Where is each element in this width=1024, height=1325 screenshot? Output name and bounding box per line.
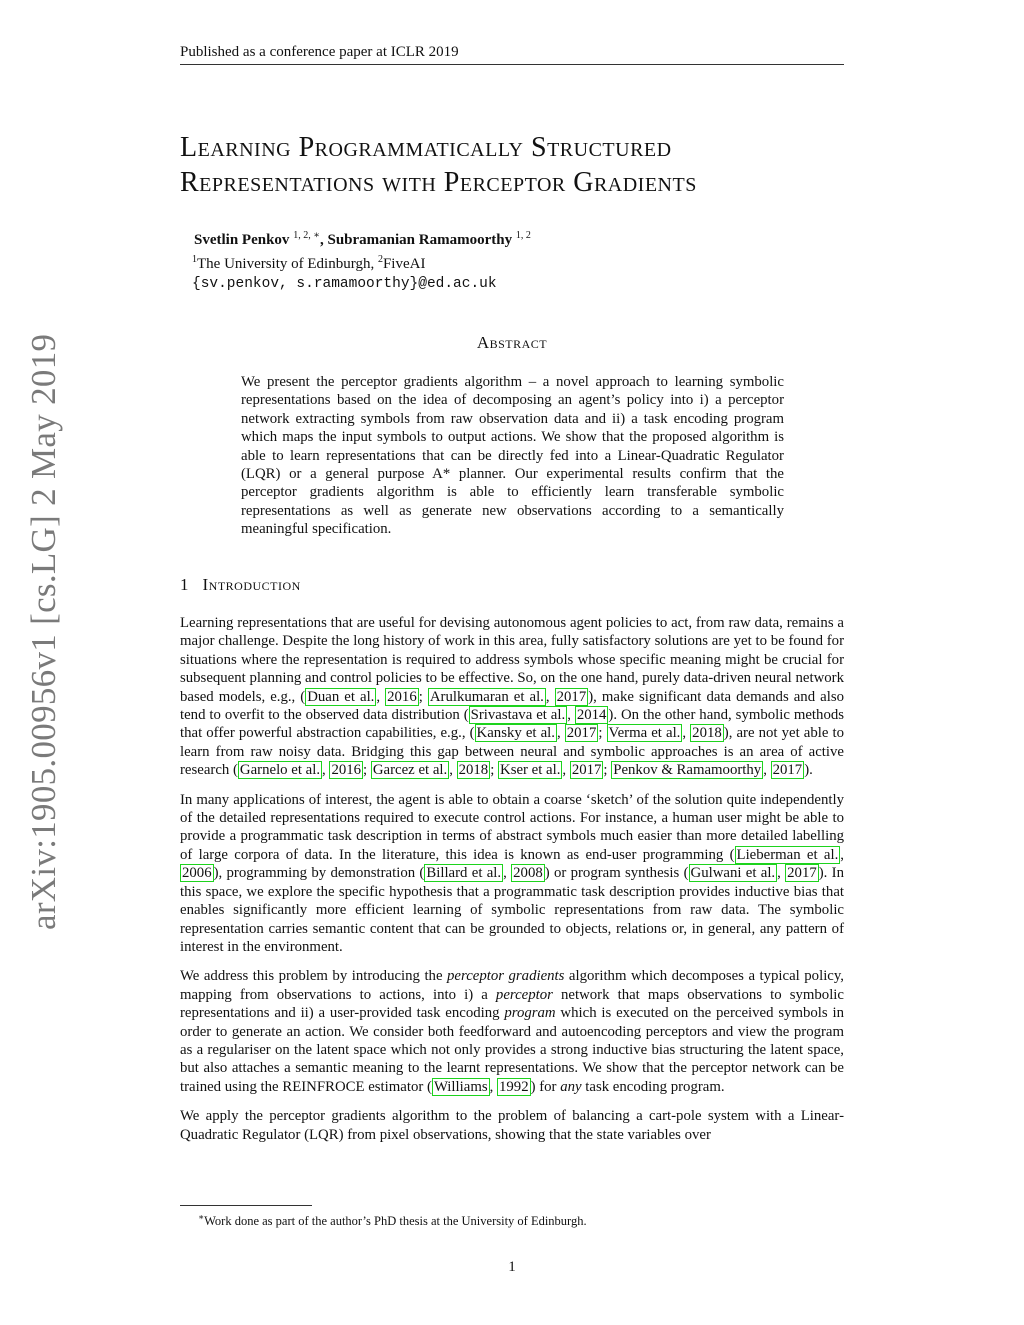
citation-link[interactable]: Gulwani et al. (690, 865, 776, 882)
citation-link[interactable]: Verma et al. (608, 725, 681, 742)
abstract-text: We present the perceptor gradients algorithm – a novel approach to learning symbolic representations based on the idea of decomposing an agent’s policy into i) a perceptor network extracting symbols from raw observation data and ii) a task encoding program which maps the input symbols to output actions. We show that the proposed algorithm is able to learn representations that can be directly fed into a Linear-Quadratic Regulator (LQR) or a general purpose A* planner. Our experimental results confirm that the perceptor gradients algorithm is able to efficiently learn transferable symbolic representations as well as generate new observations according to a semantically meaningful specification. (241, 374, 784, 538)
footnote-text: Work done as part of the author’s PhD thesis at the University of Edinburgh. (204, 1214, 587, 1229)
citation-separator: ; (603, 762, 612, 779)
citation-year-link[interactable]: 2018 (692, 725, 722, 742)
citation-link[interactable]: Billard et al. (426, 865, 502, 882)
citation-separator: , (449, 762, 457, 779)
affiliation-2-mark: 2 (377, 254, 383, 265)
paragraph-text: ). (804, 762, 813, 779)
title-line-1: Learning Programmatically Structured (180, 132, 672, 163)
citation-year-link[interactable]: 2017 (787, 865, 817, 882)
emphasis-text: perceptor gradients (447, 968, 565, 985)
author-separator: , (319, 232, 328, 248)
citation-year-link[interactable]: 2014 (576, 707, 607, 724)
paragraph-text: We address this problem by introducing the (180, 968, 448, 985)
emphasis-text: perceptor (495, 986, 553, 1003)
citation-link[interactable]: Kansky et al. (476, 725, 555, 742)
section-title: Introduction (202, 575, 301, 594)
citation-separator: ; (490, 762, 499, 779)
arxiv-stamp: arXiv:1905.00956v1 [cs.LG] 2 May 2019 (24, 333, 63, 930)
paragraph-4 (180, 1107, 844, 1144)
paragraph-3 (180, 967, 844, 1096)
paragraph-text: ), programming by demonstration ( (213, 865, 425, 882)
paragraph-text: which is executed on the perceived symbols in order to generate an action. We consider both feedforward and autoencoding perceptors and view the program as a regulariser on the latent space which not only provides a strong inductive bias structuring the latent space, but also attaches a semantic meaning to the learnt representations. We show that the perceptor network can be trained using the REINFROCE estimator ( (180, 1005, 844, 1095)
paragraph-text: ). In this space, we explore the specific hypothesis that a programmatic task description provides inductive bias that enables significantly more efficient learning of symbolic representations from raw data. The symbolic representation carries semantic content that can be grounded to objects, relations or, in general, any pattern of interest in the environment. (180, 865, 845, 955)
paragraph-text: In many applications of interest, the agent is able to obtain a coarse ‘sketch’ of the solution quite independently of the detailed representations required to execute control actions. For instance, a human user might be able to provide a programmatic task description in terms of abstract symbols much easier than more detailed labelling of large corpora of data. In the literature, this idea is known as end-user programming ( (180, 791, 844, 863)
citation-separator: , (562, 762, 570, 779)
page-header (180, 44, 844, 65)
paragraph-text: network that maps observations to symbolic representations and ii) a user-provided task encoding (180, 986, 844, 1022)
paragraph-text: ) for (530, 1078, 561, 1095)
citation-link[interactable]: Srivastava et al. (470, 707, 566, 724)
citation-year-link[interactable]: 2017 (571, 762, 602, 779)
affiliation-1-mark: 1 (192, 254, 197, 265)
citation-separator: ; (418, 688, 428, 705)
paragraph-text: ), make significant data demands and also tend to overfit to the observed data distribution ( (180, 688, 844, 724)
citation-year-link[interactable]: 2017 (772, 762, 803, 779)
author-2-affil: 1, 2 (515, 230, 531, 241)
citation-year-link[interactable]: 1992 (499, 1078, 529, 1095)
citation-separator: , (777, 865, 786, 882)
abstract-heading: Abstract (476, 333, 548, 352)
affiliations (192, 250, 812, 274)
author-names (194, 226, 812, 250)
section-number: 1 (180, 575, 189, 594)
citation-separator: , (322, 762, 330, 779)
citation-year-link[interactable]: 2016 (387, 688, 417, 705)
author-block (192, 226, 812, 294)
paragraph-text: algorithm which decomposes a typical policy, mapping from observations to actions, into i) a (180, 968, 845, 1003)
title-line-2: Representations with Perceptor Gradients (180, 167, 697, 198)
citation-year-link[interactable]: 2017 (556, 688, 587, 705)
citation-link[interactable]: Garcez et al. (372, 762, 448, 779)
footnote-mark: ∗ (198, 1212, 205, 1222)
citation-link[interactable]: Penkov & Ramamoorthy (613, 762, 762, 779)
intro-body (180, 614, 844, 1155)
citation-separator: , (503, 865, 512, 882)
emphasis-text: program (504, 1005, 556, 1022)
citation-separator: ; (598, 725, 607, 742)
citation-separator: , (556, 725, 565, 742)
paragraph-1 (180, 614, 844, 780)
author-2: Subramanian Ramamoorthy (327, 232, 513, 248)
conference-header-text: Published as a conference paper at ICLR 2019 (180, 44, 459, 60)
paragraph-text: ), are not yet able to learn from raw noisy data. Bridging this gap between neural and symbolic approaches is an area of active research ( (180, 725, 844, 779)
author-email: {sv.penkov, s.ramamoorthy}@ed.ac.uk (192, 276, 497, 292)
citation-separator: ; (363, 762, 371, 779)
citation-year-link[interactable]: 2006 (182, 865, 212, 882)
citation-separator: , (545, 688, 555, 705)
citation-separator: , (489, 1078, 497, 1095)
page-number: 1 (508, 1259, 516, 1275)
footnote-divider (180, 1205, 312, 1206)
citation-separator: , (567, 707, 575, 724)
citation-link[interactable]: Kser et al. (500, 762, 561, 779)
citation-link[interactable]: Lieberman et al. (736, 846, 839, 863)
paragraph-text: ). On the other hand, symbolic methods that offer powerful abstraction capabilities, e.g., ( (180, 707, 845, 742)
citation-separator: , (763, 762, 771, 779)
citation-link[interactable]: Williams (433, 1078, 488, 1095)
citation-year-link[interactable]: 2016 (331, 762, 362, 779)
paper-title (180, 130, 860, 200)
paragraph-text: ) or program synthesis ( (544, 865, 689, 882)
citation-link[interactable]: Arulkumaran et al. (429, 688, 544, 705)
citation-link[interactable]: Duan et al. (307, 688, 375, 705)
section-heading (180, 575, 301, 595)
author-1: Svetlin Penkov (194, 232, 290, 248)
paragraph-text: task encoding program. (581, 1078, 725, 1095)
emphasis-text: any (560, 1078, 582, 1095)
paragraph-text: We apply the perceptor gradients algorithm to the problem of balancing a cart-pole system with a Linear-Quadratic Regulator (LQR) from pixel observations, showing that the state variables over (180, 1108, 844, 1143)
citation-separator: , (840, 846, 844, 863)
paragraph-2 (180, 791, 844, 957)
citation-separator: , (376, 688, 386, 705)
paragraph-text: Learning representations that are useful for devising autonomous agent policies to act, from raw data, remains a major challenge. Despite the long history of work in this area, fully satisfactory solutions are yet to be found for situations where the representation is required to address symbols whose specific meaning might be crucial for subsequent planning and control policies to be effective. So, on the one hand, purely data-driven neural network based models, e.g., ( (180, 615, 844, 705)
citation-separator: , (682, 725, 691, 742)
citation-year-link[interactable]: 2017 (566, 725, 597, 742)
citation-link[interactable]: Garnelo et al. (239, 762, 321, 779)
affiliation-1: The University of Edinburgh, (197, 256, 378, 272)
footnote (198, 1209, 838, 1229)
affiliation-2: FiveAI (382, 256, 426, 272)
author-1-affil: 1, 2, ∗ (293, 230, 320, 241)
citation-year-link[interactable]: 2008 (513, 865, 543, 882)
citation-year-link[interactable]: 2018 (458, 762, 489, 779)
